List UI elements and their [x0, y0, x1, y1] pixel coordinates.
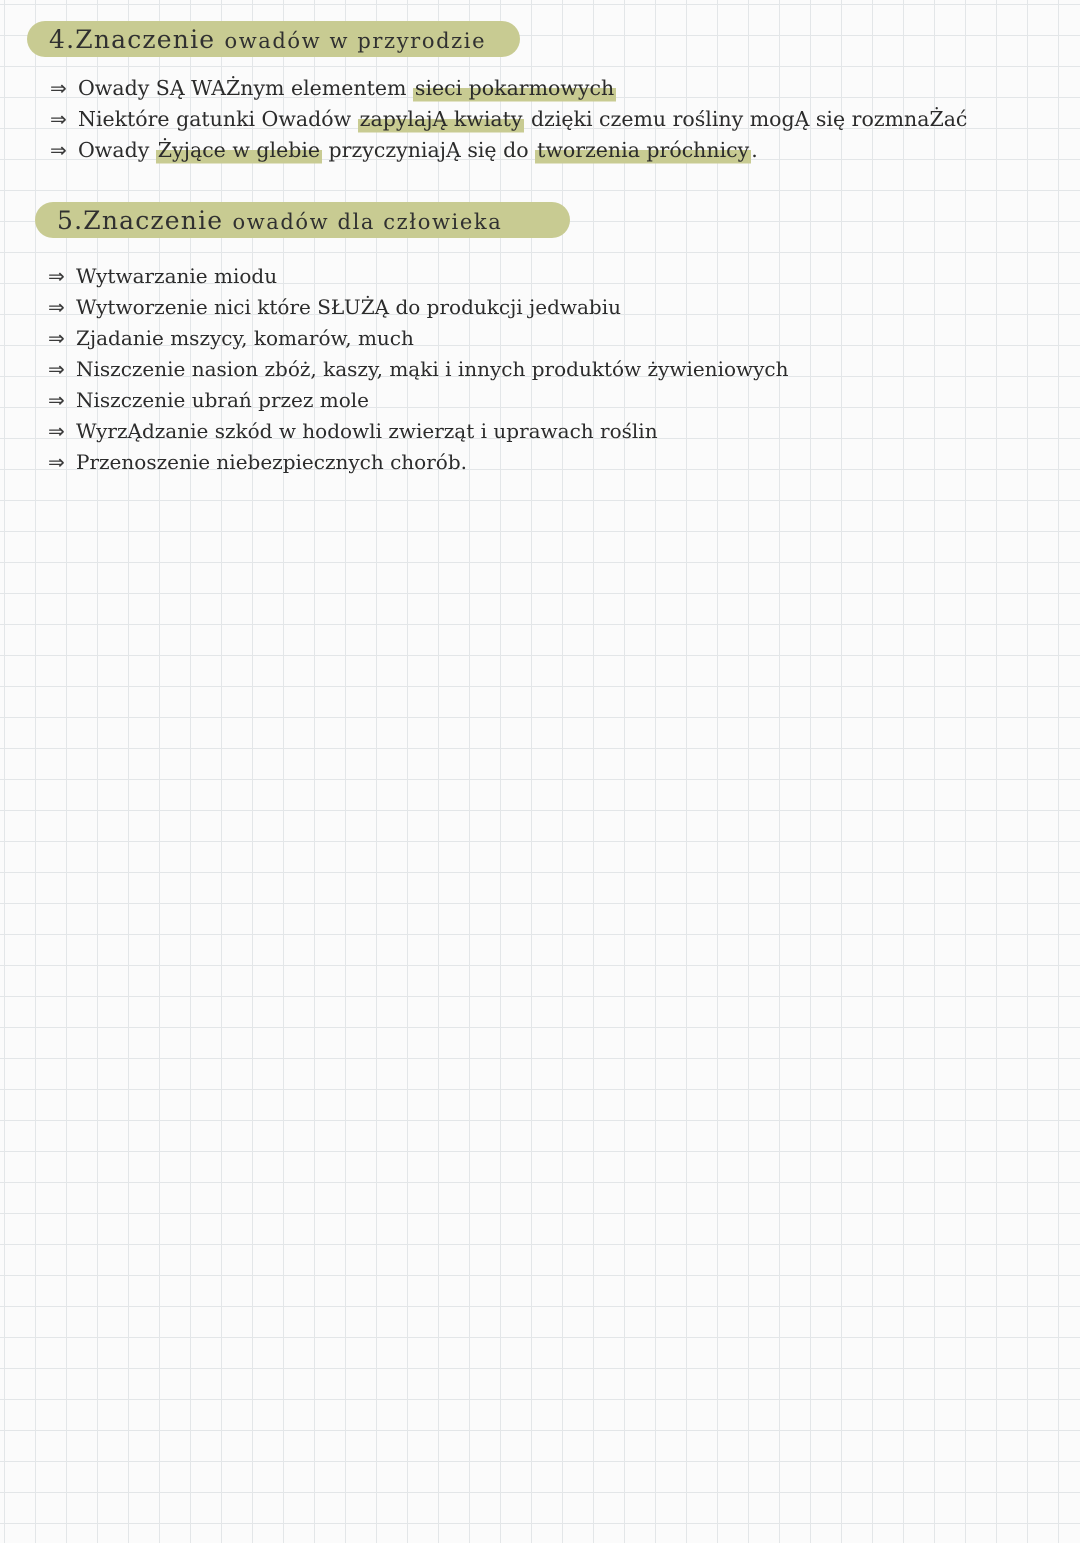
list-item: [48, 385, 789, 416]
list-item: [48, 292, 789, 323]
item-text: Zjadanie mszycy, komarów, much: [76, 326, 414, 350]
double-arrow-icon: ⇒: [48, 295, 65, 319]
list-item: [50, 73, 967, 104]
item-text: Niektóre gatunki Owadów: [78, 107, 358, 131]
section-5-heading: [57, 206, 502, 235]
double-arrow-icon: ⇒: [48, 357, 65, 381]
item-text: Owady SĄ WAŻnym elementem: [78, 76, 413, 100]
double-arrow-icon: ⇒: [48, 264, 65, 288]
section-5-list: [48, 261, 789, 478]
double-arrow-icon: ⇒: [48, 450, 65, 474]
item-text: Owady: [78, 138, 156, 162]
highlighted-text: tworzenia próchnicy: [535, 135, 751, 166]
double-arrow-icon: ⇒: [50, 138, 67, 162]
double-arrow-icon: ⇒: [50, 107, 67, 131]
double-arrow-icon: ⇒: [48, 419, 65, 443]
list-item: [48, 447, 789, 478]
section-4-heading-number: 4.Znaczenie: [49, 24, 216, 54]
item-text: .: [751, 138, 758, 162]
section-5-heading-highlight: [35, 202, 570, 238]
highlighted-text: zapylajĄ kwiaty: [358, 104, 525, 135]
highlighted-text: sieci pokarmowych: [413, 73, 616, 104]
section-4-heading-title: owadów w przyrodzie: [224, 28, 487, 53]
section-5-heading-number: 5.Znaczenie: [57, 205, 224, 235]
double-arrow-icon: ⇒: [50, 76, 67, 100]
highlighted-text: Żyjące w glebie: [156, 135, 322, 166]
item-text: WyrzĄdzanie szkód w hodowli zwierząt i uprawach roślin: [76, 419, 658, 443]
double-arrow-icon: ⇒: [48, 388, 65, 412]
item-text: Wytworzenie nici które SŁUŻĄ do produkcji jedwabiu: [76, 295, 622, 319]
list-item: [48, 354, 789, 385]
item-text: Niszczenie nasion zbóż, kaszy, mąki i innych produktów żywieniowych: [76, 357, 789, 381]
item-text: Niszczenie ubrań przez mole: [76, 388, 370, 412]
item-text: przyczyniajĄ się do: [322, 138, 536, 162]
section-5-heading-title: owadów dla człowieka: [232, 209, 503, 234]
list-item: [48, 261, 789, 292]
item-text: dzięki czemu rośliny mogĄ się rozmnaŻać: [524, 107, 968, 131]
list-item: [50, 135, 967, 166]
list-item: [50, 104, 967, 135]
double-arrow-icon: ⇒: [48, 326, 65, 350]
list-item: [48, 416, 789, 447]
section-4-heading-highlight: [27, 21, 520, 57]
item-text: Wytwarzanie miodu: [76, 264, 278, 288]
section-4-heading: [49, 25, 486, 54]
item-text: Przenoszenie niebezpiecznych chorób.: [76, 450, 467, 474]
section-4-list: [50, 73, 967, 166]
list-item: [48, 323, 789, 354]
